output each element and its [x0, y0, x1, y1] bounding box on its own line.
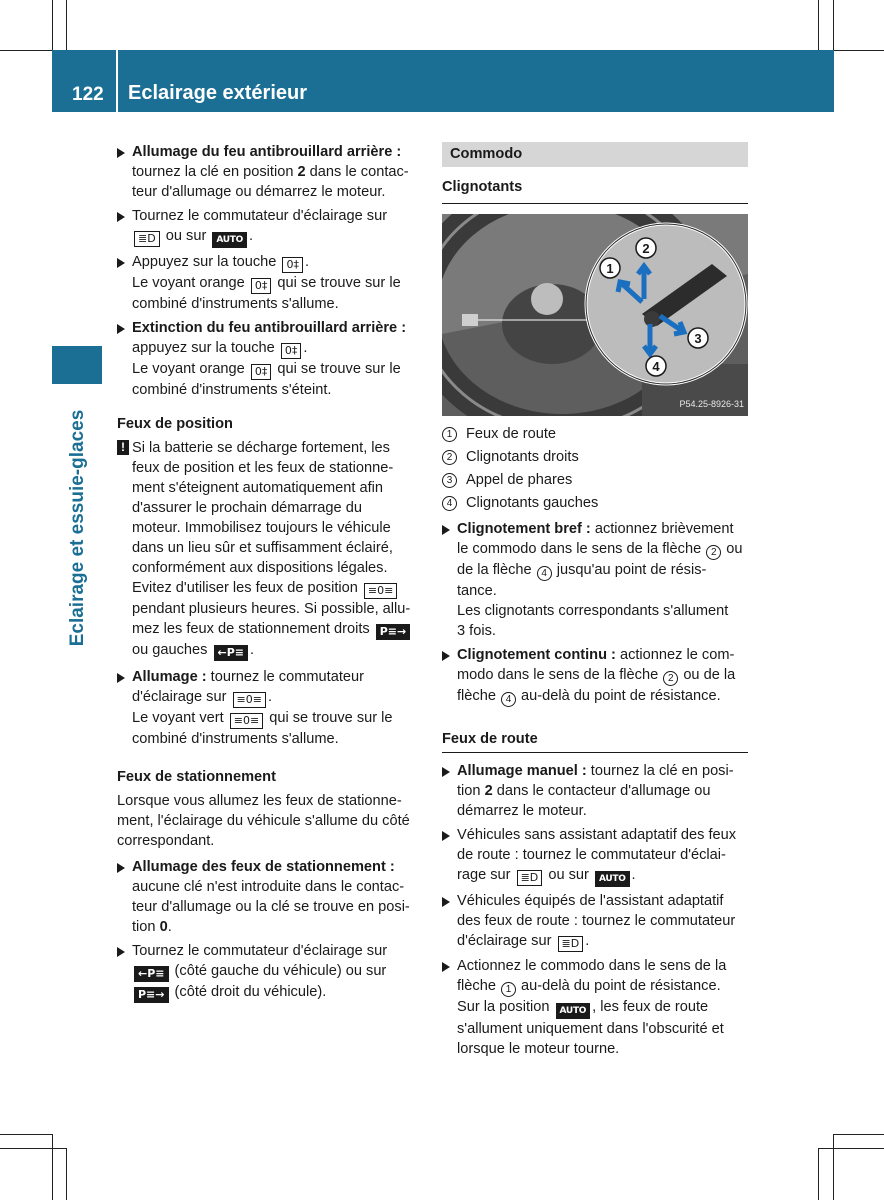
- text: Lorsque vous allumez les feux de stationne-: [117, 793, 402, 809]
- park-right-icon: P≡→: [376, 624, 411, 640]
- text: rage sur: [457, 867, 515, 883]
- section-heading-feux-position: Feux de position: [117, 416, 233, 432]
- text: actionnez le com-: [615, 647, 735, 663]
- text: 2: [484, 783, 493, 799]
- text: ment s'éteignent automatiquement afin: [132, 480, 384, 496]
- legend-item: [442, 424, 748, 444]
- crop-mark: [833, 0, 834, 50]
- text: tion: [457, 783, 485, 799]
- text: tournez la clé en posi-: [586, 763, 734, 779]
- text: d'assurer le prochain démarrage du: [132, 500, 362, 516]
- text: Véhicules sans assistant adaptatif des feux: [457, 827, 737, 843]
- text: teur d'allumage ou la clé se trouve en posi-: [132, 899, 410, 915]
- step-arrow-icon: [442, 897, 450, 907]
- text: flèche: [457, 978, 500, 994]
- text: dans le contacteur d'allumage ou: [492, 783, 711, 799]
- crop-mark: [818, 0, 819, 50]
- text: flèche: [457, 688, 500, 704]
- subheading-clignotants: Clignotants: [442, 177, 748, 204]
- text: mez les feux de stationnement droits: [132, 621, 374, 637]
- section-heading-feux-stationnement: Feux de stationnement: [117, 769, 276, 785]
- crop-mark: [66, 1148, 67, 1200]
- text: .: [631, 867, 636, 883]
- legend-text: Clignotants droits: [466, 449, 579, 465]
- text: correspondant.: [117, 833, 215, 849]
- text: de la flèche: [457, 562, 536, 578]
- text: moteur. Immobilisez toujours le véhicule: [132, 520, 391, 536]
- callout-3: 3: [694, 331, 702, 346]
- crop-mark: [0, 1148, 66, 1149]
- text: qui se trouve sur le: [265, 710, 393, 726]
- step-turn-switch: [117, 206, 425, 248]
- crop-mark: [0, 50, 52, 51]
- right-column: [442, 142, 748, 1063]
- text: Evitez d'utiliser les feux de position: [132, 580, 362, 596]
- text: tournez le commutateur: [206, 669, 364, 685]
- steering-figure: [442, 214, 748, 416]
- text: .: [250, 642, 255, 658]
- text: pendant plusieurs heures. Si possible, allu-: [132, 601, 411, 617]
- step-arrow-icon: [117, 863, 125, 873]
- text: (côté droit du véhicule).: [170, 984, 327, 1000]
- step-arrow-icon: [117, 324, 125, 334]
- text: teur d'allumage ou démarrez le moteur.: [132, 184, 386, 200]
- text: dans un lieu sûr et suffisamment éclairé,: [132, 540, 393, 556]
- page-number: 122: [72, 84, 104, 105]
- text: s'allument uniquement dans l'obscurité et: [457, 1021, 724, 1037]
- callout-2: 2: [642, 241, 650, 256]
- side-chapter-label: Eclairage et essuie-glaces: [67, 409, 88, 647]
- auto-icon: AUTO: [595, 871, 630, 887]
- figure-code: P54.25-8926-31: [679, 399, 744, 409]
- section-heading-feux-route: Feux de route: [442, 729, 748, 753]
- left-column: [117, 142, 425, 1007]
- step-sans-assistant: [442, 825, 748, 887]
- text: actionnez brièvement: [590, 521, 734, 537]
- crop-mark: [833, 1134, 834, 1200]
- text: .: [167, 919, 172, 935]
- text: .: [267, 689, 273, 705]
- crop-mark: [834, 50, 884, 51]
- low-beam-icon: ≣D: [558, 936, 584, 952]
- step-parking-side: [117, 941, 425, 1003]
- number-circle-icon: 4: [442, 496, 457, 511]
- text: au-delà du point de résistance.: [517, 688, 721, 704]
- text: .: [585, 933, 590, 949]
- text: .: [303, 340, 308, 356]
- text: 0: [159, 919, 168, 935]
- text: (côté gauche du véhicule) ou sur: [170, 963, 387, 979]
- number-circle-icon: 3: [442, 473, 457, 488]
- text: , les feux de route: [592, 999, 709, 1015]
- step-arrow-icon: [117, 673, 125, 683]
- step-allumage-manuel: [442, 761, 748, 821]
- step-arrow-icon: [442, 651, 450, 661]
- text: le commodo dans le sens de la flèche: [457, 541, 706, 557]
- auto-icon: AUTO: [556, 1003, 591, 1019]
- park-left-icon: ←P≡: [214, 645, 249, 661]
- text: Le voyant vert: [132, 710, 228, 726]
- text: ou: [722, 541, 743, 557]
- text: Le voyant orange: [132, 275, 249, 291]
- crop-mark: [66, 0, 67, 50]
- text: .: [304, 254, 310, 270]
- crop-mark: [0, 1134, 52, 1135]
- text: d'éclairage sur: [457, 933, 556, 949]
- text: ou sur: [544, 867, 593, 883]
- legend-item: [442, 493, 748, 513]
- text: lorsque le moteur tourne.: [457, 1041, 620, 1057]
- step-arrow-icon: [442, 525, 450, 535]
- text: ment, l'éclairage du véhicule s'allume du côté: [117, 813, 410, 829]
- number-circle-icon: 1: [501, 982, 516, 997]
- step-clignotement-bref: [442, 519, 748, 641]
- text: des feux de route : tournez le commutateur: [457, 913, 736, 929]
- rear-fog-icon: 0‡: [251, 364, 272, 380]
- low-beam-icon: ≣D: [134, 231, 160, 247]
- legend-item: [442, 470, 748, 490]
- number-circle-icon: 4: [501, 692, 516, 707]
- text: ou gauches: [132, 642, 212, 658]
- crop-mark: [818, 1148, 884, 1149]
- text: aucune clé n'est introduite dans le contac-: [132, 879, 405, 895]
- text: combiné d'instruments s'allume.: [132, 296, 339, 312]
- step-arrow-icon: [117, 258, 125, 268]
- number-circle-icon: 2: [706, 545, 721, 560]
- step-heading: Allumage du feu antibrouillard arrière :: [132, 144, 402, 160]
- legend-text: Feux de route: [466, 426, 557, 442]
- header-bar: [52, 50, 834, 112]
- text: tance.: [457, 583, 497, 599]
- header-separator: [116, 50, 118, 112]
- legend-item: [442, 447, 748, 467]
- step-arrow-icon: [442, 767, 450, 777]
- warning-battery: [117, 438, 425, 661]
- text: combiné d'instruments s'éteint.: [132, 382, 332, 398]
- text: feux de position et les feux de stationne-: [132, 460, 394, 476]
- text: ou sur: [161, 228, 211, 244]
- text: au-delà du point de résistance.: [517, 978, 721, 994]
- crop-mark: [52, 1134, 53, 1200]
- text: dans le contac-: [305, 164, 409, 180]
- text: combiné d'instruments s'allume.: [132, 731, 339, 747]
- text: 3 fois.: [457, 623, 496, 639]
- number-circle-icon: 2: [442, 450, 457, 465]
- step-heading: Clignotement continu :: [457, 647, 616, 663]
- text: qui se trouve sur le: [273, 361, 401, 377]
- text: ou de la: [679, 667, 736, 683]
- step-allumage: [117, 667, 425, 749]
- crop-mark: [818, 1148, 819, 1200]
- parking-light-icon: ≡0≡: [233, 692, 266, 708]
- step-heading: Allumage des feux de stationnement :: [132, 859, 395, 875]
- text: Les clignotants correspondants s'allument: [457, 603, 729, 619]
- rear-fog-icon: 0‡: [251, 278, 272, 294]
- step-arrow-icon: [442, 831, 450, 841]
- text: tion: [132, 919, 160, 935]
- crop-mark: [834, 1134, 884, 1135]
- legend-text: Clignotants gauches: [466, 495, 599, 511]
- text: conformément aux dispositions légales.: [132, 560, 388, 576]
- text: d'éclairage sur: [132, 689, 231, 705]
- text: Appuyez sur la touche: [132, 254, 281, 270]
- side-tab-marker: [52, 346, 102, 384]
- auto-icon: AUTO: [212, 232, 247, 248]
- step-arrow-icon: [117, 947, 125, 957]
- park-right-icon: P≡→: [134, 987, 169, 1003]
- step-rear-fog-off: [117, 318, 425, 400]
- text: Le voyant orange: [132, 361, 249, 377]
- warning-icon: !: [117, 440, 129, 455]
- step-heading: Clignotement bref :: [457, 521, 591, 537]
- step-heading: Allumage :: [132, 669, 207, 685]
- text: Sur la position: [457, 999, 554, 1015]
- text: .: [248, 228, 254, 244]
- callout-4: 4: [652, 359, 660, 374]
- step-heading: Allumage manuel :: [457, 763, 587, 779]
- parking-light-icon: ≡0≡: [230, 713, 263, 729]
- step-actionnez-commodo: [442, 956, 748, 1059]
- text: modo dans le sens de la flèche: [457, 667, 663, 683]
- text: qui se trouve sur le: [273, 275, 401, 291]
- number-circle-icon: 4: [537, 566, 552, 581]
- step-arrow-icon: [117, 148, 125, 158]
- parking-light-icon: ≡0≡: [364, 583, 397, 599]
- callout-1: 1: [606, 261, 614, 276]
- text: tournez la clé en position: [132, 164, 298, 180]
- step-arrow-icon: [117, 212, 125, 222]
- rear-fog-icon: 0‡: [282, 257, 303, 273]
- text: de route : tournez le commutateur d'éclai-: [457, 847, 726, 863]
- low-beam-icon: ≣D: [517, 870, 543, 886]
- step-heading: Extinction du feu antibrouillard arrière :: [132, 320, 407, 336]
- text: Si la batterie se décharge fortement, les: [132, 440, 390, 456]
- number-circle-icon: 2: [663, 671, 678, 686]
- paragraph: [117, 791, 425, 851]
- number-circle-icon: 1: [442, 427, 457, 442]
- crop-mark: [52, 0, 53, 50]
- text: démarrez le moteur.: [457, 803, 587, 819]
- text: Tournez le commutateur d'éclairage sur: [132, 943, 388, 959]
- steering-illustration: [442, 214, 748, 416]
- park-left-icon: ←P≡: [134, 966, 169, 982]
- page-title: Eclairage extérieur: [128, 82, 307, 104]
- rear-fog-icon: 0‡: [281, 343, 302, 359]
- step-arrow-icon: [442, 962, 450, 972]
- section-band-commodo: Commodo: [442, 142, 748, 167]
- text: jusqu'au point de résis-: [552, 562, 707, 578]
- text: 2: [297, 164, 306, 180]
- text: Tournez le commutateur d'éclairage sur: [132, 208, 388, 224]
- step-rear-fog-on: [117, 142, 425, 202]
- step-clignotement-continu: [442, 645, 748, 707]
- text: appuyez sur la touche: [132, 340, 279, 356]
- legend-text: Appel de phares: [466, 472, 573, 488]
- step-press-key: [117, 252, 425, 314]
- step-parking-on: [117, 857, 425, 937]
- text: Véhicules équipés de l'assistant adaptatif: [457, 893, 724, 909]
- step-avec-assistant: [442, 891, 748, 952]
- text: Actionnez le commodo dans le sens de la: [457, 958, 727, 974]
